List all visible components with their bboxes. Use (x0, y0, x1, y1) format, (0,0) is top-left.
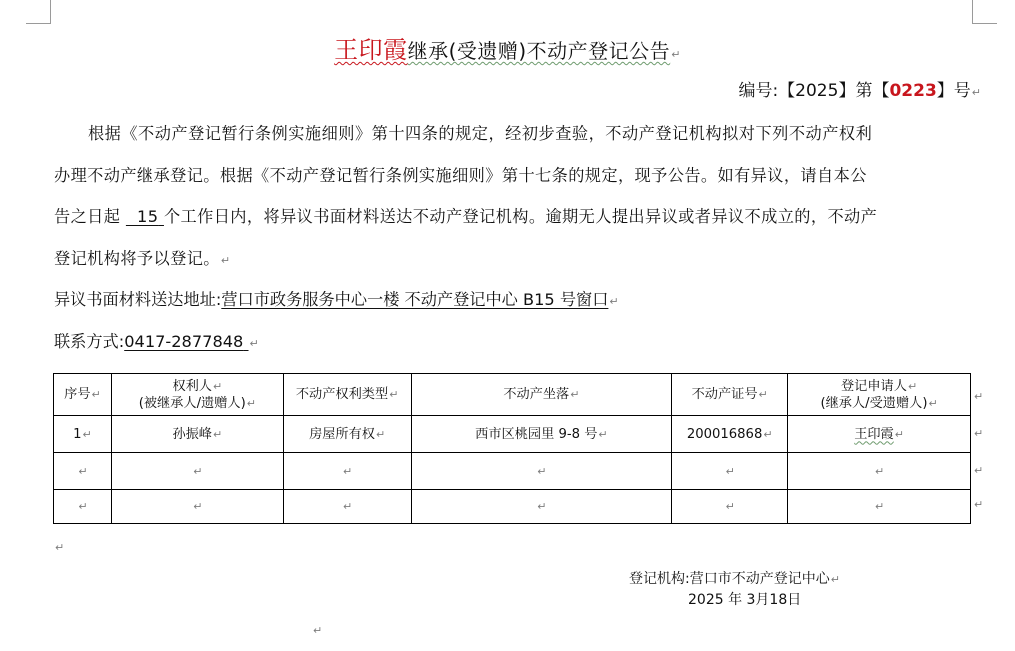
cell-applicant: ↵ (788, 453, 971, 490)
issuing-agency: 登记机构:营口市不动产登记中心↵ (629, 571, 840, 587)
paragraph-line-2: 办理不动产继承登记。根据《不动产登记暂行条例实施细则》第十七条的规定，现予公告。如有异议，请自本公 (54, 166, 867, 185)
cell-seq: 1↵ (54, 416, 112, 453)
row-end-mark: ↵ (974, 390, 984, 403)
table-row (54, 416, 971, 453)
address-value: 营口市政务服务中心一楼 不动产登记中心 B15 号窗口 (221, 290, 609, 309)
address-label: 异议书面材料送达地址: (54, 290, 222, 309)
notice-title (0, 30, 1015, 65)
doc-number-prefix: 编号:【2025】第【 (738, 81, 890, 101)
cell-holder: ↵ (111, 453, 283, 490)
cell-cert-no: ↵ (672, 453, 788, 490)
cell-holder: ↵ (111, 490, 283, 524)
paragraph-line-3 (54, 203, 877, 227)
notice-period-prefix: 告之日起 (54, 207, 121, 226)
table-row (54, 490, 971, 524)
cell-cert-no: ↵ (672, 490, 788, 524)
issue-date: 2025 年 3月18日 (688, 592, 802, 608)
contact-label: 联系方式: (54, 332, 125, 351)
header-location: 不动产坐落↵ (411, 374, 672, 416)
cell-right-type: ↵ (283, 453, 411, 490)
cell-applicant: 王印霞↵ (788, 416, 971, 453)
cell-applicant: ↵ (788, 490, 971, 524)
paragraph-mark: ↵ (971, 86, 981, 99)
header-right-holder: 权利人↵ (被继承人/遗赠人)↵ (111, 374, 283, 416)
cell-right-type: ↵ (283, 490, 411, 524)
header-cert-no: 不动产证号↵ (672, 374, 788, 416)
row-end-mark: ↵ (974, 464, 984, 477)
header-seq: 序号↵ (54, 374, 112, 416)
contact-info (54, 328, 259, 352)
paragraph-mark: ↵ (249, 337, 259, 350)
cell-right-type: 房屋所有权↵ (283, 416, 411, 453)
registration-table (53, 373, 971, 524)
paragraph-line-4: 登记机构将予以登记。↵ (54, 249, 231, 268)
crop-mark-top-left-horizontal (26, 23, 51, 24)
objection-address (54, 286, 619, 310)
paragraph-line-1: 根据《不动产登记暂行条例实施细则》第十四条的规定，经初步查验，不动产登记机构拟对下列不动产权利 (88, 124, 873, 143)
title-text: 继承(受遗赠)不动产登记公告 (407, 39, 671, 63)
cell-seq: ↵ (54, 453, 112, 490)
doc-number-value: 0223 (889, 81, 937, 101)
crop-mark-top-right-horizontal (972, 23, 997, 24)
notice-period-days: 15 (137, 207, 159, 226)
title-person-name: 王印霞 (334, 36, 408, 64)
cell-holder: 孙振峰↵ (111, 416, 283, 453)
paragraph-mark: ↵ (220, 254, 231, 267)
paragraph-mark: ↵ (55, 541, 65, 554)
paragraph-mark: ↵ (671, 48, 681, 61)
crop-mark-top-right-vertical (972, 0, 973, 24)
header-applicant: 登记申请人↵ (继承人/受遗赠人)↵ (788, 374, 971, 416)
cell-cert-no: 200016868↵ (672, 416, 788, 453)
paragraph-mark: ↵ (313, 624, 323, 637)
cell-location: 西市区桃园里 9-8 号↵ (411, 416, 672, 453)
doc-number-suffix: 】号 (936, 81, 971, 101)
cell-location: ↵ (411, 453, 672, 490)
crop-mark-top-left-vertical (50, 0, 51, 24)
cell-seq: ↵ (54, 490, 112, 524)
cell-location: ↵ (411, 490, 672, 524)
paragraph-line-3-rest: 个工作日内，将异议书面材料送达不动产登记机构。逾期无人提出异议或者异议不成立的，不动产 (163, 207, 878, 226)
row-end-mark: ↵ (974, 427, 984, 440)
contact-phone: 0417-2877848 (124, 332, 244, 351)
paragraph-mark: ↵ (609, 295, 619, 308)
table-header-row (54, 374, 971, 416)
document-number (738, 76, 981, 101)
header-right-type: 不动产权利类型↵ (283, 374, 411, 416)
table-row (54, 453, 971, 490)
row-end-mark: ↵ (974, 498, 984, 511)
